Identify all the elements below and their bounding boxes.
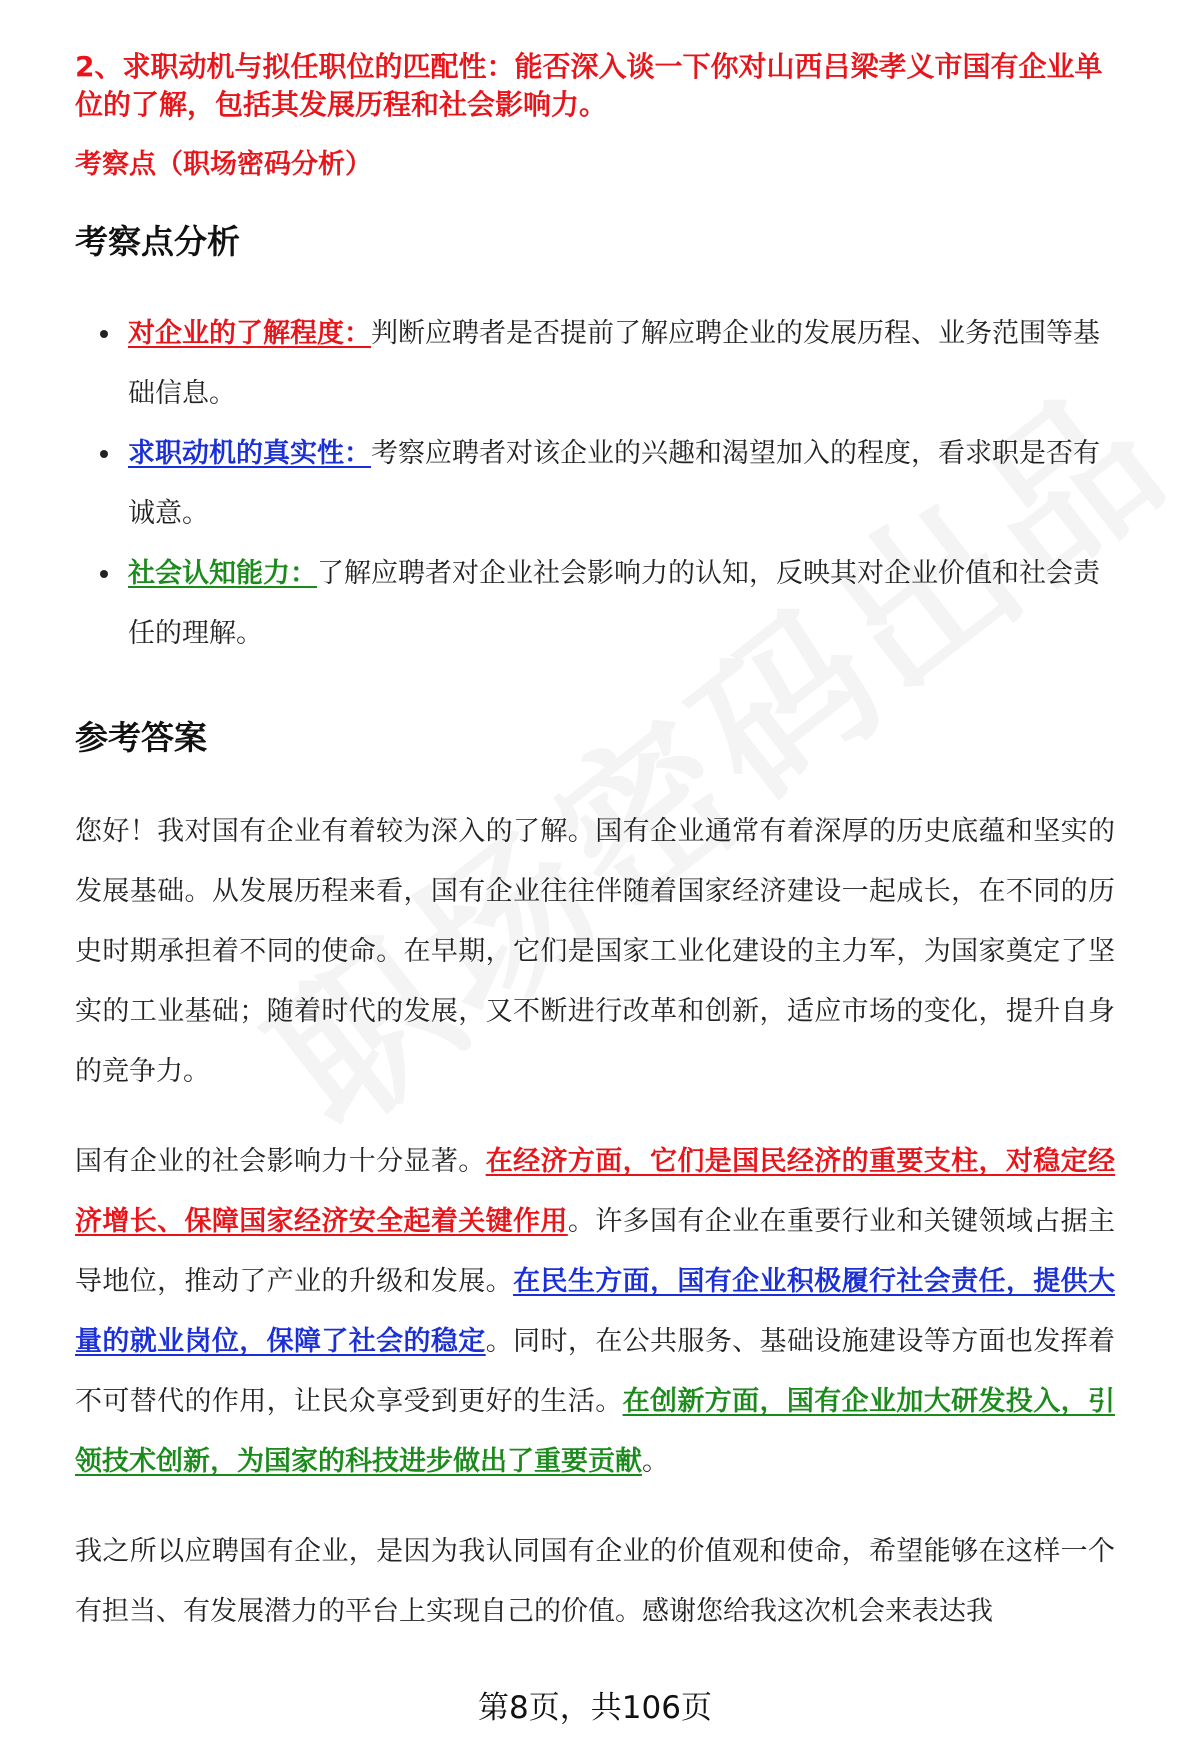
answer-paragraph-3: 我之所以应聘国有企业，是因为我认同国有企业的价值观和使命，希望能够在这样一个有担当、有发展潜力的平台上实现自己的价值。感谢您给我这次机会来表达我 [75,1536,1115,1627]
page-content [75,48,1115,1642]
answer-heading: 参考答案 [75,718,207,757]
answer-paragraph-2 [75,1132,1115,1492]
analysis-points-list [75,304,1115,664]
point-text: 判断应聘者是否提前了解应聘企业的发展历程、业务范围等基础信息。 [128,318,1100,409]
kaocha-label: 考察点（职场密码分析） [75,149,372,180]
bullet-icon [100,330,108,338]
point-keyword: 社会认知能力： [128,558,317,589]
point-keyword: 求职动机的真实性： [128,438,371,469]
page-number-footer: 第8页，共106页 [478,1690,712,1726]
analysis-point [128,304,1115,424]
analysis-point [128,544,1115,664]
point-keyword: 对企业的了解程度： [128,318,371,349]
point-text: 了解应聘者对企业社会影响力的认知，反映其对企业价值和社会责任的理解。 [128,558,1100,649]
paragraph-text: 。许多国有企业在重要行业和关键领域占据主导地位，推动了产业的升级和发展。 [75,1206,1116,1297]
highlight-economy: 在经济方面，它们是国民经济的重要支柱，对稳定经济增长、保障国家经济安全起着关键作用 [75,1146,1116,1237]
highlight-innovation: 在创新方面，国有企业加大研发投入，引领技术创新，为国家的科技进步做出了重要贡献 [75,1386,1116,1477]
analysis-heading: 考察点分析 [75,222,240,261]
paragraph-text: 。同时，在公共服务、基础设施建设等方面也发挥着不可替代的作用，让民众享受到更好的生活。 [75,1326,1116,1417]
highlight-livelihood: 在民生方面，国有企业积极履行社会责任，提供大量的就业岗位，保障了社会的稳定 [75,1266,1116,1357]
bullet-icon [100,450,108,458]
point-text: 考察应聘者对该企业的兴趣和渴望加入的程度，看求职是否有诚意。 [128,438,1100,529]
bullet-icon [100,570,108,578]
paragraph-text: 国有企业的社会影响力十分显著。 [75,1146,486,1177]
question-title: 2、求职动机与拟任职位的匹配性：能否深入谈一下你对山西吕梁孝义市国有企业单位的了解，包括其发展历程和社会影响力。 [75,50,1103,121]
paragraph-text: 。 [642,1446,669,1477]
answer-paragraph-1: 您好！我对国有企业有着较为深入的了解。国有企业通常有着深厚的历史底蕴和坚实的发展基础。从发展历程来看，国有企业往往伴随着国家经济建设一起成长，在不同的历史时期承担着不同的使命。在早期，它们是国家工业化建设的主力军，为国家奠定了坚实的工业基础；随着时代的发展，又不断进行改革和创新，适应市场的变化，提升自身的竞争力。 [75,816,1115,1087]
analysis-point [128,424,1115,544]
